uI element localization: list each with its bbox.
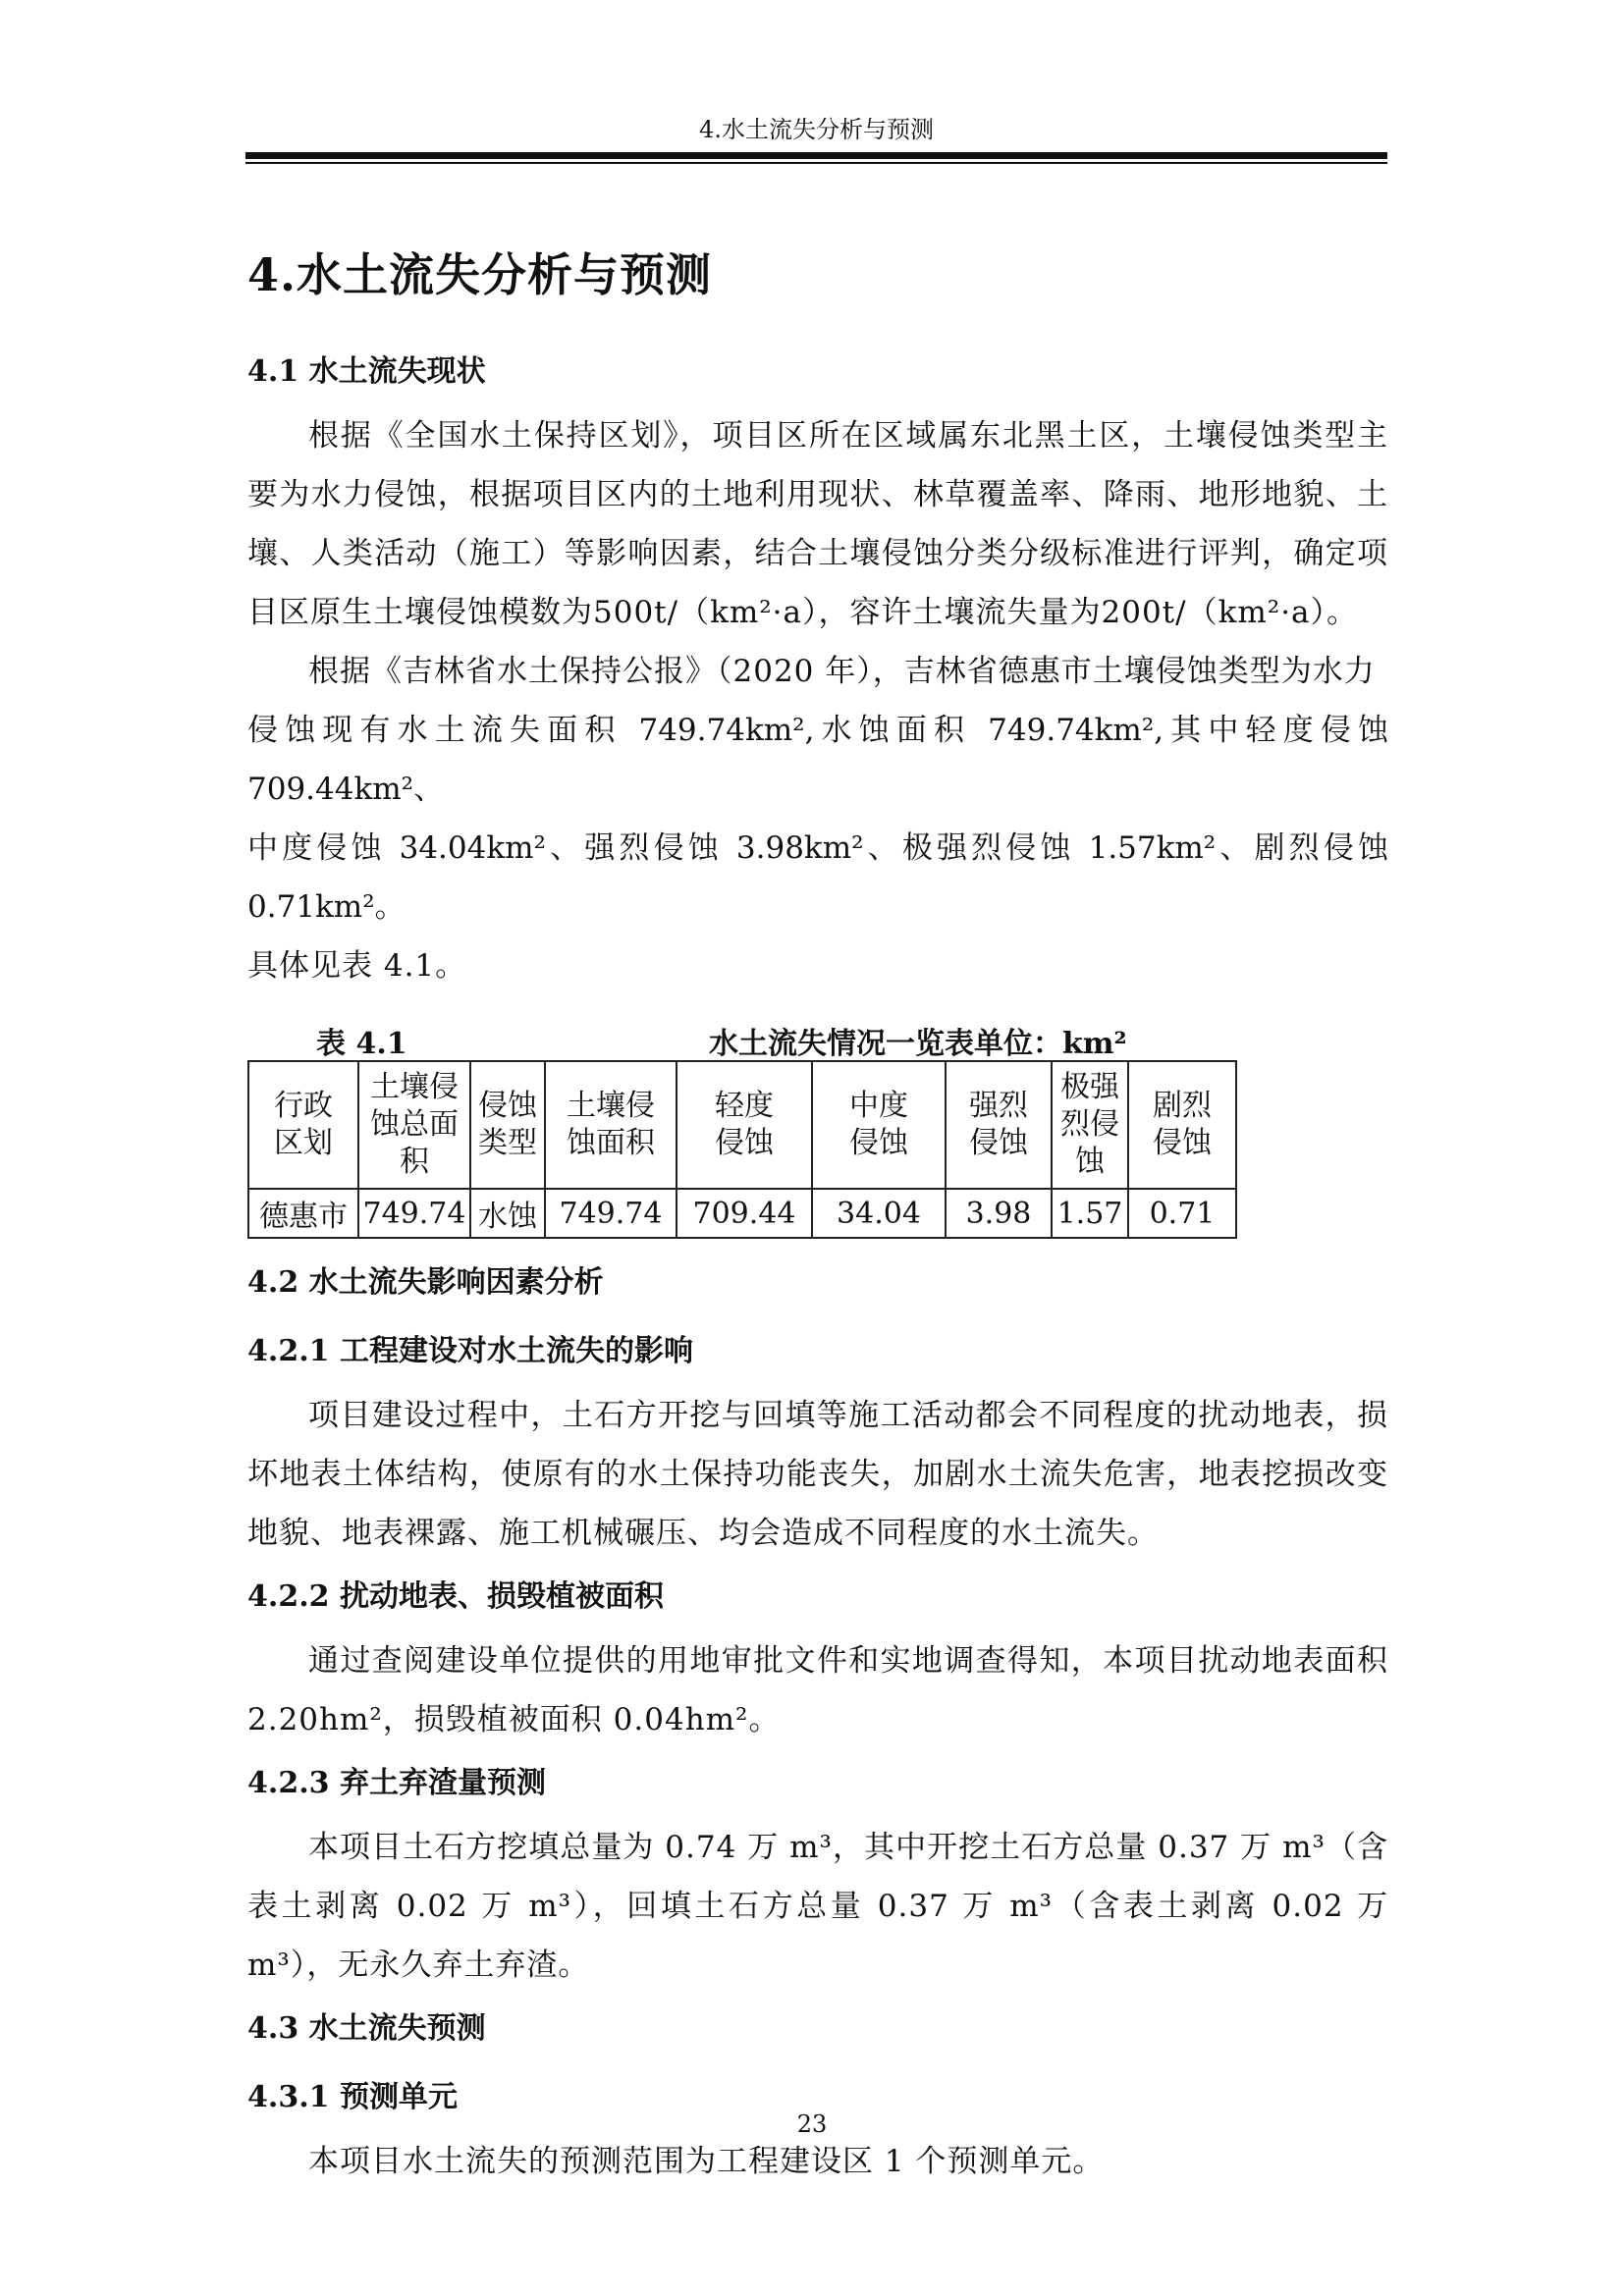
cell-erosion-type: 水蚀 xyxy=(470,1189,545,1238)
running-header: 4.水土流失分析与预测 xyxy=(699,116,934,143)
section-heading-4-3-1: 4.3.1 预测单元 xyxy=(247,2080,458,2114)
paragraph-bulletin-line-4: 具体见表 4.1。 xyxy=(247,948,467,984)
header-light-erosion: 轻度 侵蚀 xyxy=(677,1061,812,1189)
cell-moderate-erosion: 34.04 xyxy=(812,1189,946,1238)
table-row xyxy=(248,1189,1236,1238)
header-erosion-type: 侵蚀 类型 xyxy=(470,1061,545,1189)
section-heading-4-3: 4.3 水土流失预测 xyxy=(247,2011,486,2046)
header-moderate-erosion: 中度 侵蚀 xyxy=(812,1061,946,1189)
cell-total-erosion-area: 749.74 xyxy=(358,1189,470,1238)
header-very-intense-erosion: 极强 烈侵 蚀 xyxy=(1052,1061,1128,1189)
cell-light-erosion: 709.44 xyxy=(677,1189,812,1238)
section-heading-4-2-3: 4.2.3 弃土弃渣量预测 xyxy=(247,1766,546,1800)
cell-severe-erosion: 0.71 xyxy=(1128,1189,1236,1238)
section-heading-4-2-1: 4.2.1 工程建设对水土流失的影响 xyxy=(247,1334,693,1368)
table-number: 表 4.1 xyxy=(316,1027,407,1061)
section-heading-4-1: 4.1 水土流失现状 xyxy=(247,354,486,389)
table-title: 水土流失情况一览表单位：km² xyxy=(709,1027,1127,1061)
paragraph-bulletin-line-1: 根据《吉林省水土保持公报》（2020 年），吉林省德惠市土壤侵蚀类型为水力 xyxy=(308,654,1376,689)
paragraph-bulletin-line-2: 侵蚀现有水土流失面积 749.74km²,水蚀面积 749.74km²,其中轻度侵蚀 709.44km²、 xyxy=(247,713,1388,807)
header-rule xyxy=(245,152,1387,159)
cell-erosion-area: 749.74 xyxy=(545,1189,677,1238)
header-admin-division: 行政 区划 xyxy=(248,1061,358,1189)
section-heading-4-2-2: 4.2.2 扰动地表、损毁植被面积 xyxy=(247,1579,664,1614)
paragraph-prediction-unit: 本项目水土流失的预测范围为工程建设区 1 个预测单元。 xyxy=(308,2144,1105,2179)
paragraph-construction-impact: 项目建设过程中，土石方开挖与回填等施工活动都会不同程度的扰动地表，损坏地表土体结构，使原有的水土保持功能丧失，加剧水土流失危害，地表挖损改变地貌、地表裸露、施工机械碾压、均会造成不同程度的水土流失。 xyxy=(247,1398,1388,1551)
header-total-erosion-area: 土壤侵 蚀总面 积 xyxy=(358,1061,470,1189)
chapter-title: 4.水土流失分析与预测 xyxy=(247,248,713,301)
table-caption xyxy=(247,1009,1388,1060)
paragraph-erosion-status: 根据《全国水土保持区划》，项目区所在区域属东北黑土区，土壤侵蚀类型主要为水力侵蚀，根据项目区内的土地利用现状、林草覆盖率、降雨、地形地貌、土壤、人类活动（施工）等影响因素，结合土壤侵蚀分类分级标准进行评判，确定项目区原生土壤侵蚀模数为500t/（km²·a），容许土壤流失量为200t/（km²·a）。 xyxy=(247,418,1388,630)
header-rule-thin xyxy=(245,162,1387,164)
header-erosion-area: 土壤侵 蚀面积 xyxy=(545,1061,677,1189)
header-severe-erosion: 剧烈 侵蚀 xyxy=(1128,1061,1236,1189)
paragraph-spoil-prediction: 本项目土石方挖填总量为 0.74 万 m³，其中开挖土石方总量 0.37 万 m³（含表土剥离 0.02 万 m³），回填土石方总量 0.37 万 m³（含表土剥离 0.02 万 m³），无永久弃土弃渣。 xyxy=(247,1830,1388,1983)
table-header-row xyxy=(248,1061,1236,1189)
cell-very-intense-erosion: 1.57 xyxy=(1052,1189,1128,1238)
page-content xyxy=(247,236,1388,2191)
cell-intense-erosion: 3.98 xyxy=(946,1189,1052,1238)
cell-admin-division: 德惠市 xyxy=(248,1189,358,1238)
erosion-table xyxy=(247,1060,1237,1239)
header-intense-erosion: 强烈 侵蚀 xyxy=(946,1061,1052,1189)
page-number: 23 xyxy=(796,2110,828,2138)
section-heading-4-2: 4.2 水土流失影响因素分析 xyxy=(247,1265,604,1300)
paragraph-disturbed-area: 通过查阅建设单位提供的用地审批文件和实地调查得知，本项目扰动地表面积 2.20hm²，损毁植被面积 0.04hm²。 xyxy=(247,1643,1388,1737)
paragraph-bulletin-line-3: 中度侵蚀 34.04km²、强烈侵蚀 3.98km²、极强烈侵蚀 1.57km²、剧烈侵蚀 0.71km²。 xyxy=(247,830,1388,925)
